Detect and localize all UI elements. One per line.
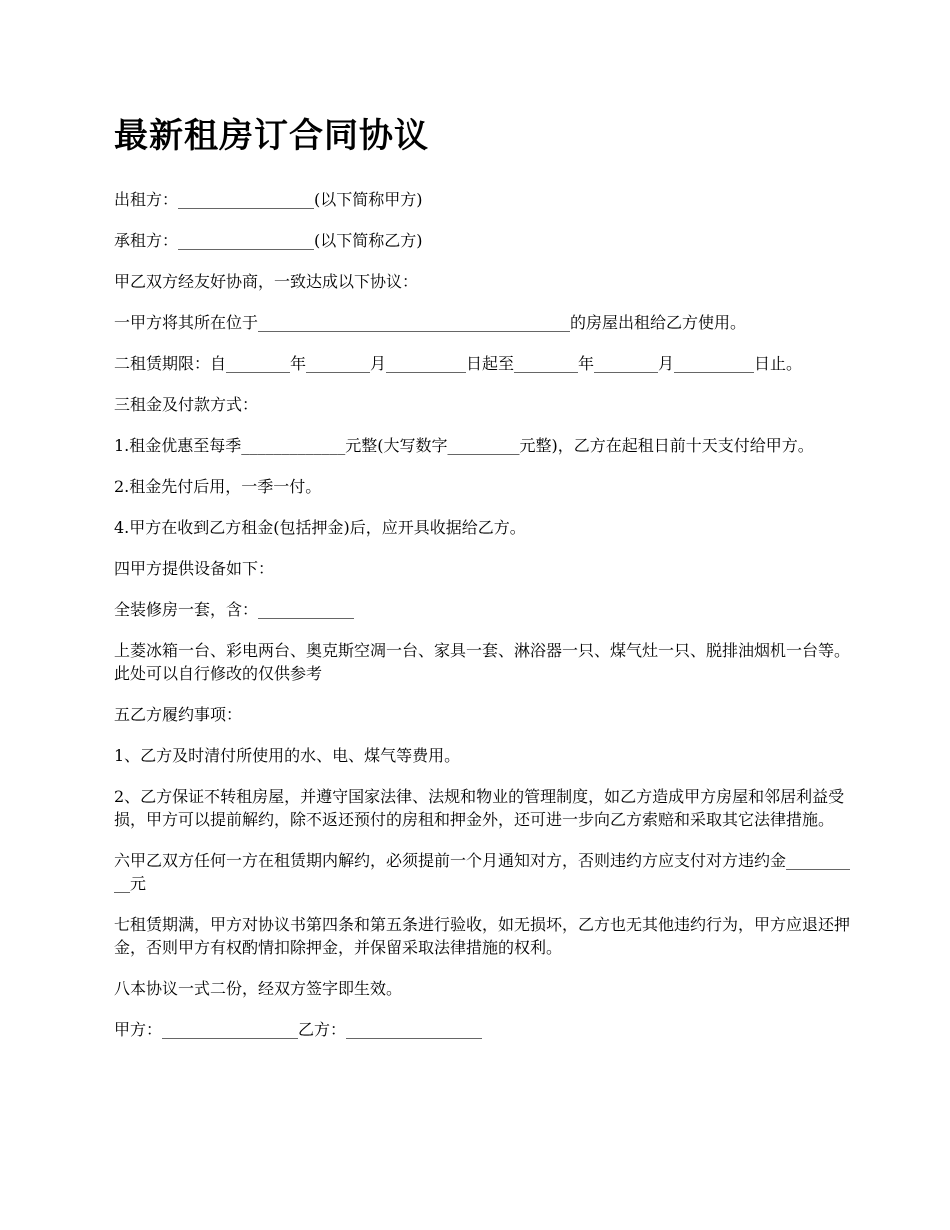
paragraph-clause-5-2: 2、乙方保证不转租房屋，并遵守国家法律、法规和物业的管理制度，如乙方造成甲方房屋和邻居利益受损，甲方可以提前解约，除不返还预付的房租和押金外，还可进一步向乙方索赔和采取其它法律措施。 xyxy=(114,787,845,829)
paragraph-clause-5-1: 1、乙方及时清付所使用的水、电、煤气等费用。 xyxy=(114,746,461,765)
paragraph-clause-2: 二租赁期限：自________年________月__________日起至________年________月__________日止。 xyxy=(114,354,803,373)
paragraph-clause-5-heading: 五乙方履约事项： xyxy=(114,705,243,724)
paragraph-clause-4-house: 全装修房一套，含：____________ xyxy=(114,600,355,619)
paragraph-clause-7: 七租赁期满，甲方对协议书第四条和第五条进行验收，如无损坏，乙方也无其他违约行为，甲方应退还押金，否则甲方有权酌情扣除押金，并保留采取法律措施的权利。 xyxy=(114,915,851,957)
paragraph-clause-6: 六甲乙双方任何一方在租赁期内解约，必须提前一个月通知对方，否则违约方应支付对方违约金__________元 xyxy=(114,851,851,893)
paragraph-clause-1: 一甲方将其所在位于_______________________________________的房屋出租给乙方使用。 xyxy=(114,313,747,332)
document-page xyxy=(114,112,854,1059)
paragraph-clause-4-heading: 四甲方提供设备如下： xyxy=(114,559,275,578)
paragraph-clause-3-heading: 三租金及付款方式： xyxy=(114,395,259,414)
paragraph-clause-8: 八本协议一式二份，经双方签字即生效。 xyxy=(114,979,403,998)
paragraph-clause-3-4: 4.甲方在收到乙方租金(包括押金)后，应开具收据给乙方。 xyxy=(114,518,526,537)
paragraph-clause-3-2: 2.租金先付后用，一季一付。 xyxy=(114,477,322,496)
paragraph-clause-4-equipment: 上菱冰箱一台、彩电两台、奥克斯空凋一台、家具一套、淋浴器一只、煤气灶一只、脱排油烟机一台等。此处可以自行修改的仅供参考 xyxy=(114,641,851,683)
paragraph-lessor: 出租方：_________________(以下简称甲方) xyxy=(114,190,423,209)
paragraph-agreement-intro: 甲乙双方经友好协商，一致达成以下协议： xyxy=(114,272,419,291)
paragraph-lessee: 承租方：_________________(以下简称乙方) xyxy=(114,231,423,250)
paragraph-signatures: 甲方：_________________乙方：_________________ xyxy=(114,1020,483,1039)
document-title: 最新租房订合同协议 xyxy=(114,116,429,156)
paragraph-clause-3-1: 1.租金优惠至每季_____________元整(大写数字_________元整)，乙方在起租日前十天支付给甲方。 xyxy=(114,436,814,455)
